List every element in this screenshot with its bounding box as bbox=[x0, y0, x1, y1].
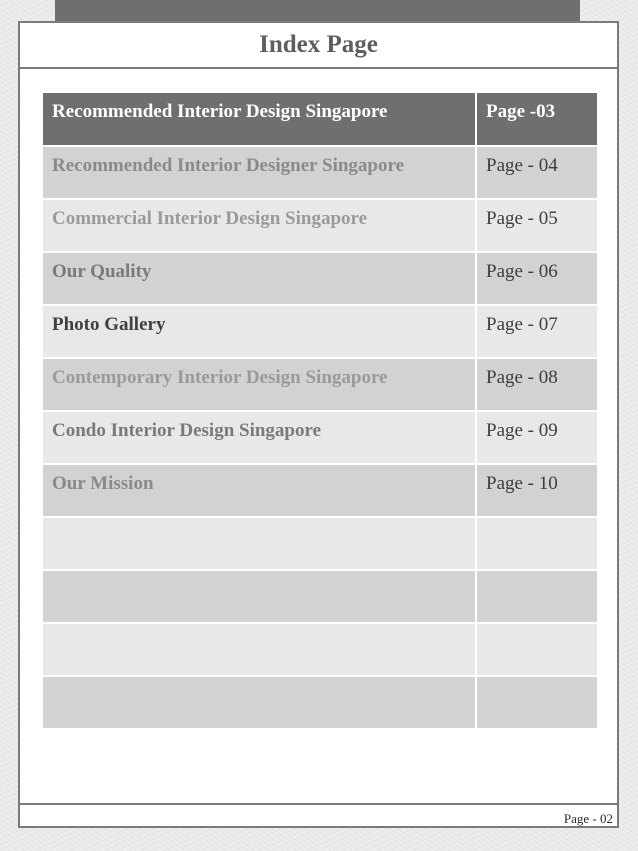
index-entry-title[interactable]: Our Mission bbox=[43, 464, 476, 517]
index-entry-title[interactable]: Photo Gallery bbox=[43, 305, 476, 358]
index-entry-page: Page - 10 bbox=[476, 464, 597, 517]
index-entry-page bbox=[476, 517, 597, 570]
index-entry-page: Page - 07 bbox=[476, 305, 597, 358]
footer-divider bbox=[20, 803, 617, 805]
index-entry-page: Page - 06 bbox=[476, 252, 597, 305]
table-row bbox=[43, 358, 597, 411]
index-entry-page: Page - 04 bbox=[476, 146, 597, 199]
table-row bbox=[43, 464, 597, 517]
table-row bbox=[43, 199, 597, 252]
page-title: Index Page bbox=[259, 31, 378, 58]
index-entry-page: Page - 09 bbox=[476, 411, 597, 464]
index-entry-page bbox=[476, 623, 597, 676]
index-entry-page bbox=[476, 570, 597, 623]
index-table bbox=[43, 93, 597, 730]
index-entry-title[interactable]: Contemporary Interior Design Singapore bbox=[43, 358, 476, 411]
index-entry-page: Page - 08 bbox=[476, 358, 597, 411]
index-entry-page bbox=[476, 676, 597, 729]
table-row bbox=[43, 252, 597, 305]
index-entry-title bbox=[43, 517, 476, 570]
table-row bbox=[43, 305, 597, 358]
index-entry-title[interactable]: Our Quality bbox=[43, 252, 476, 305]
title-bar bbox=[20, 23, 617, 69]
index-entry-title bbox=[43, 623, 476, 676]
index-header-title[interactable]: Recommended Interior Design Singapore bbox=[43, 93, 476, 146]
top-tab-decoration bbox=[55, 0, 580, 22]
table-row bbox=[43, 146, 597, 199]
index-header-row bbox=[43, 93, 597, 146]
index-entry-title bbox=[43, 570, 476, 623]
table-row bbox=[43, 570, 597, 623]
index-entry-title[interactable]: Commercial Interior Design Singapore bbox=[43, 199, 476, 252]
table-row bbox=[43, 517, 597, 570]
index-entry-title bbox=[43, 676, 476, 729]
page-frame bbox=[18, 21, 619, 828]
footer-page-number: Page - 02 bbox=[563, 811, 613, 826]
index-header-page: Page -03 bbox=[476, 93, 597, 146]
index-entry-title[interactable]: Recommended Interior Designer Singapore bbox=[43, 146, 476, 199]
index-entry-title[interactable]: Condo Interior Design Singapore bbox=[43, 411, 476, 464]
table-row bbox=[43, 676, 597, 729]
table-row bbox=[43, 411, 597, 464]
index-entry-page: Page - 05 bbox=[476, 199, 597, 252]
table-row bbox=[43, 623, 597, 676]
